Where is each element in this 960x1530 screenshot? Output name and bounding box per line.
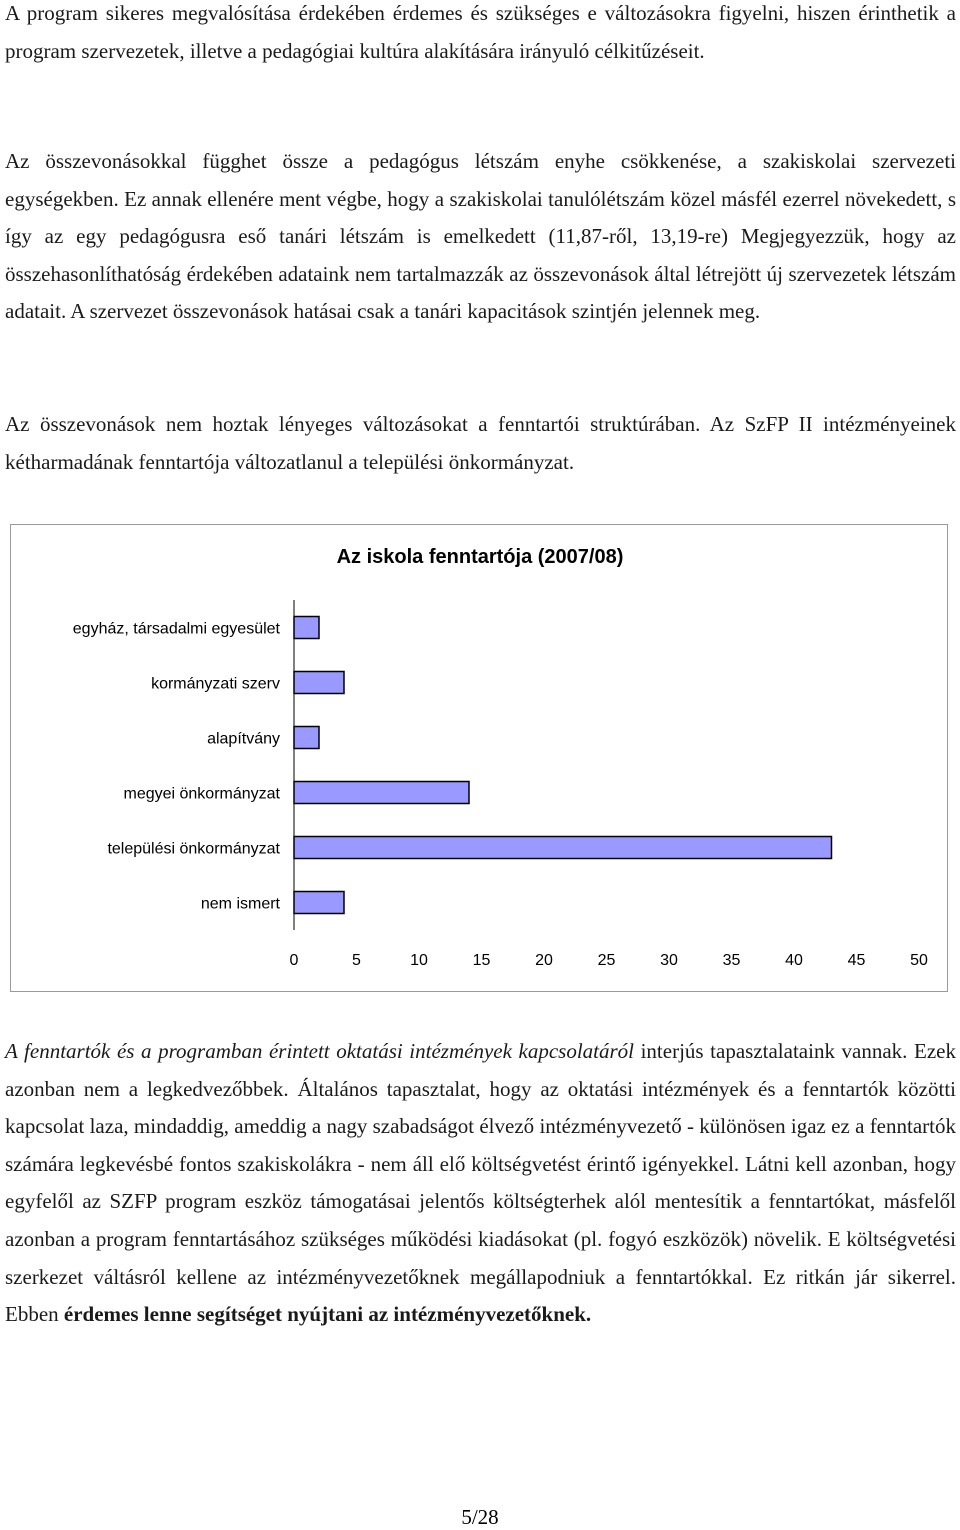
paragraph-bold-conclusion: érdemes lenne segítséget nyújtani az intézményvezetőknek. bbox=[63, 1302, 592, 1327]
bar bbox=[294, 672, 344, 694]
category-label: települési önkormányzat bbox=[107, 840, 280, 858]
category-label: alapítvány bbox=[207, 730, 280, 748]
paragraph-maintainer-structure: Az összevonások nem hoztak lényeges változásokat a fenntartói struktúrában. Az SzFP II intézményeinek kétharmadának fenntartója változatlanul a települési önkormányzat. bbox=[5, 412, 956, 474]
x-tick-label: 30 bbox=[660, 952, 678, 969]
category-label: megyei önkormányzat bbox=[123, 785, 280, 803]
paragraph-italic-lead: A fenntartók és a programban érintett oktatási intézmények kapcsolatáról bbox=[5, 1039, 634, 1063]
bar bbox=[294, 892, 344, 914]
x-tick-label: 15 bbox=[472, 952, 491, 969]
bar bbox=[294, 782, 469, 804]
x-tick-label: 35 bbox=[722, 952, 741, 969]
x-tick-label: 25 bbox=[597, 952, 616, 969]
bar bbox=[294, 837, 832, 859]
x-tick-label: 0 bbox=[289, 952, 299, 969]
paragraph-maintainer-relations bbox=[5, 1033, 956, 1334]
x-tick-label: 45 bbox=[847, 952, 866, 969]
category-label: kormányzati szerv bbox=[151, 675, 280, 693]
category-label: egyház, társadalmi egyesület bbox=[72, 620, 280, 638]
x-tick-label: 40 bbox=[785, 952, 803, 969]
bar bbox=[294, 727, 319, 749]
page-number: 5/28 bbox=[461, 1505, 499, 1529]
x-tick-label: 50 bbox=[910, 952, 928, 969]
paragraph-merger-staff: Az összevonásokkal függhet össze a pedagógus létszám enyhe csökkenése, a szakiskolai szervezeti egységekben. Ez annak ellenére ment végbe, hogy a szakiskolai tanulólétszám közel másfél ezerrel növekedett, s így az egy pedagógusra eső tanári létszám is emelkedett (11,87-ről, 13,19-re) Megjegyezzük, hogy az összehasonlíthatóság érdekében adataink nem tartalmazzák az összevonások által létrejött új szervezetek létszám adatait. A szervezet összevonások hatásai csak a tanári kapacitások szintjén jelennek meg. bbox=[5, 149, 956, 324]
category-label: nem ismert bbox=[200, 895, 280, 913]
x-tick-label: 20 bbox=[535, 952, 553, 969]
paragraph-body-text: interjús tapasztalataink vannak. Ezek azonban nem a legkedvezőbbek. Általános tapasztalat, hogy az oktatási intézmények és a fenntartók közötti kapcsolat laza, mindaddig, ameddig a nagy szabadságot élvező intézményvezető - különösen igaz ez a fenntartók számára legkevésbé fontos szakiskolákra - nem áll elő költségvetést érintő igényekkel. Látni kell azonban, hogy egyfelől az SZFP program eszköz támogatásai jelentős költségterhek alól mentesítik a fenntartókat, másfelől azonban a program fenntartásához szükséges működési kiadásokat (pl. fogyó eszközök) növelik. E költségvetési szerkezet váltásról kellene az intézményvezetőknek megállapodniuk a fenntartókkal. Ez ritkán jár sikerrel. Ebben bbox=[5, 1039, 956, 1327]
x-tick-label: 5 bbox=[352, 952, 361, 969]
x-tick-label: 10 bbox=[410, 952, 428, 969]
paragraph-intro: A program sikeres megvalósítása érdekében érdemes és szükséges e változásokra figyelni, hiszen érinthetik a program szervezetek, illetve a pedagógiai kultúra alakítására irányuló célkitűzéseit. bbox=[5, 1, 956, 63]
bar bbox=[294, 617, 319, 639]
chart-title: Az iskola fenntartója (2007/08) bbox=[336, 546, 624, 568]
